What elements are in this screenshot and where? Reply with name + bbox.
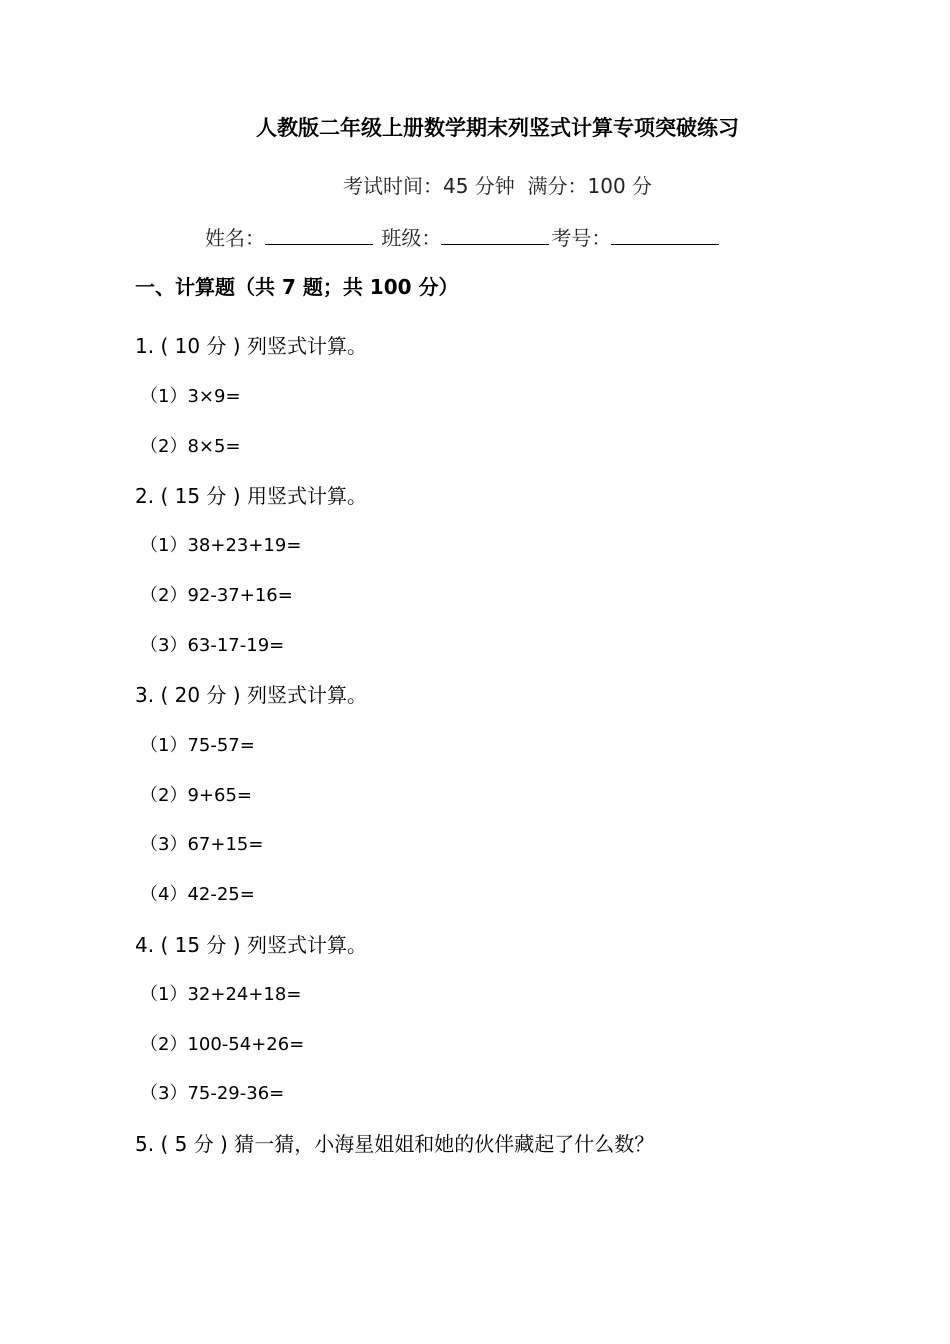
question-number: 1. <box>135 334 155 358</box>
question-3 <box>135 679 367 708</box>
exam-meta <box>0 170 950 199</box>
question-text: 用竖式计算。 <box>246 484 367 508</box>
class-label: 班级： <box>381 226 442 250</box>
sub-item: （4）42-25= <box>140 884 255 905</box>
sub-item: （1）3×9= <box>140 386 241 407</box>
exam-time: 考试时间：45 分钟 <box>342 174 515 198</box>
sub-item: （1）75-57= <box>140 735 255 756</box>
question-points: ( 20 分 ) <box>160 683 241 707</box>
sub-item: （2）9+65= <box>140 785 252 806</box>
question-1 <box>135 330 367 359</box>
question-5 <box>135 1128 654 1157</box>
question-text: 列竖式计算。 <box>246 683 367 707</box>
question-points: ( 10 分 ) <box>160 334 241 358</box>
sub-item: （2）100-54+26= <box>140 1034 305 1055</box>
sub-item: （3）67+15= <box>140 834 264 855</box>
question-text: 列竖式计算。 <box>246 933 367 957</box>
student-info-fields <box>205 222 721 251</box>
question-points: ( 5 分 ) <box>160 1132 228 1156</box>
question-points: ( 15 分 ) <box>160 484 241 508</box>
section-heading: 一、计算题（共 7 题；共 100 分） <box>135 275 459 299</box>
name-label: 姓名： <box>205 226 265 250</box>
sub-item: （3）75-29-36= <box>140 1083 285 1104</box>
question-number: 2. <box>135 484 155 508</box>
full-score: 满分：100 分 <box>527 174 653 198</box>
sub-item: （2）92-37+16= <box>140 585 293 606</box>
class-blank[interactable] <box>441 224 549 245</box>
sub-item: （2）8×5= <box>140 436 241 457</box>
page-title: 人教版二年级上册数学期末列竖式计算专项突破练习 <box>256 116 739 140</box>
question-number: 5. <box>135 1132 155 1156</box>
sub-item: （3）63-17-19= <box>140 635 285 656</box>
question-points: ( 15 分 ) <box>160 933 241 957</box>
question-4 <box>135 929 367 958</box>
name-blank[interactable] <box>265 224 373 245</box>
id-label: 考号： <box>551 226 612 250</box>
sub-item: （1）38+23+19= <box>140 535 302 556</box>
question-2 <box>135 480 367 509</box>
id-blank[interactable] <box>611 224 719 245</box>
question-text: 列竖式计算。 <box>246 334 367 358</box>
question-number: 3. <box>135 683 155 707</box>
sub-item: （1）32+24+18= <box>140 984 302 1005</box>
question-number: 4. <box>135 933 155 957</box>
question-text: 猜一猜，小海星姐姐和她的伙伴藏起了什么数？ <box>234 1132 655 1156</box>
